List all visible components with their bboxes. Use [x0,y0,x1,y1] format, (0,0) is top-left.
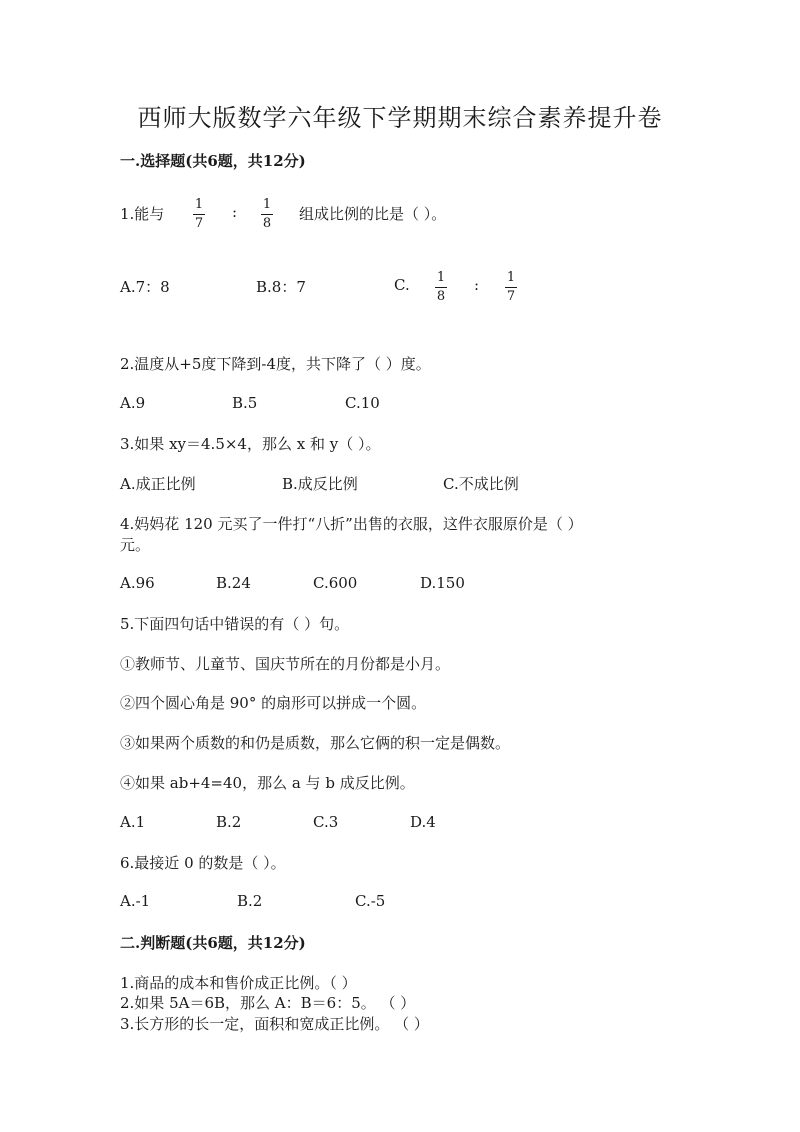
q3-option-b: B.成反比例 [282,475,358,493]
q3-text: 3.如果 xy＝4.5×4，那么 x 和 y（ ）。 [120,435,381,453]
q1-option-b: B.8：7 [256,278,306,296]
q3-option-a: A.成正比例 [120,475,196,493]
q1-fraction-2-den: 8 [262,216,272,231]
q1-fraction-1 [191,197,207,232]
q4-option-b: B.24 [216,574,251,592]
q1-option-c-fraction-2-den: 7 [506,289,516,304]
q5-text: 5.下面四句话中错误的有（ ）句。 [120,615,350,633]
q5-option-d: D.4 [410,813,436,831]
q5-statement-3: ③如果两个质数的和仍是质数，那么它俩的积一定是偶数。 [120,734,511,752]
q1-option-c-colon: : [474,276,480,294]
q6-option-b: B.2 [237,892,263,910]
q5-option-c: C.3 [313,813,339,831]
q3-option-c: C.不成比例 [443,475,519,493]
section-heading-choice: 一.选择题(共6题，共12分) [120,152,306,170]
q1-option-a: A.7：8 [120,278,170,296]
q1-option-c-fraction-1-num: 1 [436,270,446,285]
q1-fraction-2-num: 1 [262,197,272,212]
q1-option-c-fraction-2 [503,270,519,305]
section-heading-true-false: 二.判断题(共6题，共12分) [120,934,306,952]
q1-option-c: C. [394,276,410,294]
q5-statement-1: ①教师节、儿童节、国庆节所在的月份都是小月。 [120,655,451,673]
q6-text: 6.最接近 0 的数是（ ）。 [120,854,286,872]
q2-option-b: B.5 [232,394,258,412]
q1-colon: : [232,203,238,221]
tf-item-2: 2.如果 5A＝6B，那么 A：B＝6：5。 （ ） [120,994,416,1012]
tf-item-3: 3.长方形的长一定，面积和宽成正比例。 （ ） [120,1015,429,1033]
q1-suffix: 组成比例的比是（ ）。 [299,205,447,223]
q2-option-c: C.10 [345,394,380,412]
q5-statement-2: ②四个圆心角是 90° 的扇形可以拼成一个圆。 [120,694,427,712]
q4-option-d: D.150 [420,574,465,592]
q1-option-c-fraction-2-num: 1 [506,270,516,285]
q4-line-2: 元。 [120,536,151,554]
page-title: 西师大版数学六年级下学期期末综合素养提升卷 [137,104,663,132]
q1-prefix: 1.能与 [120,205,165,223]
q6-option-a: A.-1 [120,892,151,910]
q1-fraction-1-num: 1 [194,197,204,212]
q6-option-c: C.-5 [355,892,386,910]
q4-option-a: A.96 [120,574,155,592]
q5-statement-4: ④如果 ab+4=40，那么 a 与 b 成反比例。 [120,774,415,792]
q1-option-c-fraction-1 [433,270,449,305]
q1-option-c-fraction-1-den: 8 [436,289,446,304]
q1-fraction-1-den: 7 [194,216,204,231]
q2-text: 2.温度从+5度下降到-4度，共下降了（ ）度。 [120,355,431,373]
q5-option-a: A.1 [120,813,146,831]
q4-line-1: 4.妈妈花 120 元买了一件打“八折”出售的衣服，这件衣服原价是（ ） [120,515,583,533]
q2-option-a: A.9 [120,394,146,412]
tf-item-1: 1.商品的成本和售价成正比例。（ ） [120,974,357,992]
q1-fraction-2 [259,197,275,232]
q4-option-c: C.600 [313,574,358,592]
q5-option-b: B.2 [216,813,242,831]
